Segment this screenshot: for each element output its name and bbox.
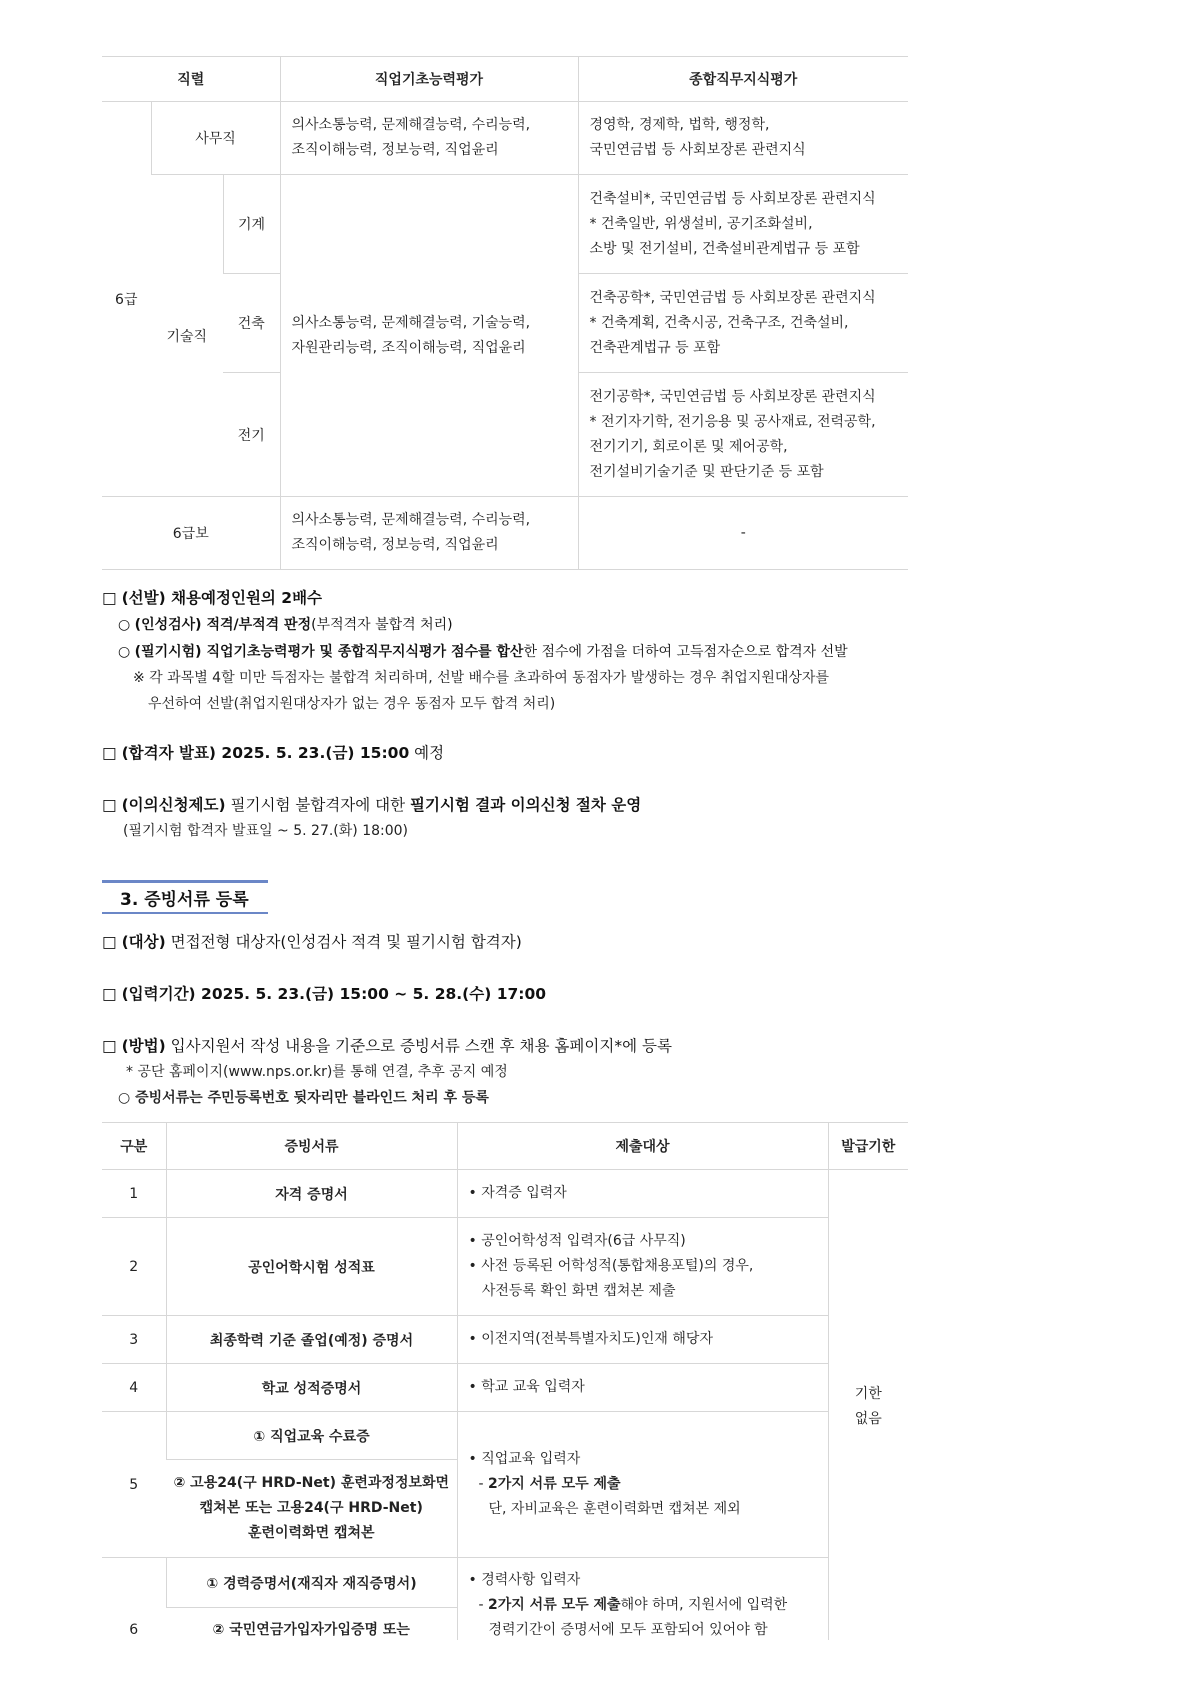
row4-target: • 학교 교육 입력자 xyxy=(457,1364,828,1412)
tech-architecture-knowledge: 건축공학*, 국민연금법 등 사회보장론 관련지식 * 건축계획, 건축시공, 건축구조, 건축설비, 건축관계법규 등 포함 xyxy=(578,274,908,373)
exam-subjects-table xyxy=(102,56,908,570)
tech-electrical-knowledge: 전기공학*, 국민연금법 등 사회보장론 관련지식 * 전기자기학, 전기응용 및 공사재료, 전력공학, 전기기기, 회로이론 및 제어공학, 전기설비기술기준 및 판단기준 등 포함 xyxy=(578,373,908,497)
header-document: 증빙서류 xyxy=(166,1123,457,1170)
selection-item-written: ○ (필기시험) 직업기초능력평가 및 종합직무지식평가 점수를 합산한 점수에 가점을 더하여 고득점자순으로 합격자 선발 xyxy=(118,644,848,660)
tech-job-cell: 기술직 xyxy=(151,175,223,497)
period-line: □ (입력기간) 2025. 5. 23.(금) 15:00 ~ 5. 28.(수) 17:00 xyxy=(102,985,547,1003)
tech-mechanical-cell: 기계 xyxy=(223,175,280,274)
header-job-series: 직렬 xyxy=(102,57,280,102)
row6-target: • 경력사항 입력자 - 2가지 서류 모두 제출해야 하며, 지원서에 입력한 경력기간이 증명서에 모두 포함되어 있어야 함 xyxy=(457,1558,828,1644)
office-job-cell: 사무직 xyxy=(151,102,280,175)
tech-basic-cell: 의사소통능력, 문제해결능력, 기술능력, 자원관리능력, 조직이해능력, 직업윤리 xyxy=(280,175,578,497)
objection-line: □ (이의신청제도) 필기시험 불합격자에 대한 필기시험 결과 이의신청 절차 운영 xyxy=(102,796,642,814)
row1-no: 1 xyxy=(102,1170,166,1218)
row4-no: 4 xyxy=(102,1364,166,1412)
grade6b-knowledge-cell: - xyxy=(578,497,908,570)
row4-doc: 학교 성적증명서 xyxy=(166,1364,457,1412)
grade6b-cell: 6급보 xyxy=(102,497,280,570)
row3-doc: 최종학력 기준 졸업(예정) 증명서 xyxy=(166,1316,457,1364)
row5-no: 5 xyxy=(102,1412,166,1558)
row6-doc2: ② 국민연금가입자가입증명 또는 xyxy=(166,1608,457,1644)
method-line: □ (방법) 입사지원서 작성 내용을 기준으로 증빙서류 스캔 후 채용 홈페이지*에 등록 xyxy=(102,1037,672,1055)
row3-target: • 이전지역(전북특별자치도)인재 해당자 xyxy=(457,1316,828,1364)
tech-architecture-cell: 건축 xyxy=(223,274,280,373)
header-deadline: 발급기한 xyxy=(828,1123,908,1170)
deadline-cell: 기한 없음 xyxy=(828,1170,908,1644)
page-bottom-margin xyxy=(0,1640,1190,1684)
section3-heading: 3. 증빙서류 등록 xyxy=(102,880,268,914)
row5-target: • 직업교육 입력자 - 2가지 서류 모두 제출 단, 자비교육은 훈련이력화면 캡쳐본 제외 xyxy=(457,1412,828,1558)
header-target: 제출대상 xyxy=(457,1123,828,1170)
objection-note: (필기시험 합격자 발표일 ~ 5. 27.(화) 18:00) xyxy=(123,823,409,839)
target-line: □ (대상) 면접전형 대상자(인성검사 적격 및 필기시험 합격자) xyxy=(102,933,522,951)
row5-doc2: ② 고용24(구 HRD-Net) 훈련과정정보화면 캡쳐본 또는 고용24(구 HRD-Net) 훈련이력화면 캡쳐본 xyxy=(166,1460,457,1558)
row1-doc: 자격 증명서 xyxy=(166,1170,457,1218)
header-job-knowledge: 종합직무지식평가 xyxy=(578,57,908,102)
office-basic-cell: 의사소통능력, 문제해결능력, 수리능력, 조직이해능력, 정보능력, 직업윤리 xyxy=(280,102,578,175)
grade6b-basic-cell: 의사소통능력, 문제해결능력, 수리능력, 조직이해능력, 정보능력, 직업윤리 xyxy=(280,497,578,570)
row1-target: • 자격증 입력자 xyxy=(457,1170,828,1218)
row2-no: 2 xyxy=(102,1218,166,1316)
tech-mechanical-knowledge: 건축설비*, 국민연금법 등 사회보장론 관련지식 * 건축일반, 위생설비, 공기조화설비, 소방 및 전기설비, 건축설비관계법규 등 포함 xyxy=(578,175,908,274)
selection-title: □ (선발) 채용예정인원의 2배수 xyxy=(102,589,323,607)
method-note: * 공단 홈페이지(www.nps.or.kr)를 통해 연결, 추후 공지 예정 xyxy=(126,1064,508,1080)
row6-no: 6 xyxy=(102,1558,166,1644)
documents-table xyxy=(102,1122,908,1644)
method-item: ○ 증빙서류는 주민등록번호 뒷자리만 블라인드 처리 후 등록 xyxy=(118,1090,489,1106)
row6-doc1: ① 경력증명서(재직자 재직증명서) xyxy=(166,1558,457,1608)
row2-target: • 공인어학성적 입력자(6급 사무직) • 사전 등록된 어학성적(통합채용포털)의 경우, 사전등록 확인 화면 캡쳐본 제출 xyxy=(457,1218,828,1316)
grade6-cell: 6급 xyxy=(102,102,151,497)
selection-item-personality: ○ (인성검사) 적격/부적격 판정(부적격자 불합격 처리) xyxy=(118,617,453,633)
header-no: 구분 xyxy=(102,1123,166,1170)
selection-note: ※ 각 과목별 4할 미만 득점자는 불합격 처리하며, 선발 배수를 초과하여 동점자가 발생하는 경우 취업지원대상자를 xyxy=(133,670,829,686)
office-knowledge-cell: 경영학, 경제학, 법학, 행정학, 국민연금법 등 사회보장론 관련지식 xyxy=(578,102,908,175)
tech-electrical-cell: 전기 xyxy=(223,373,280,497)
row2-doc: 공인어학시험 성적표 xyxy=(166,1218,457,1316)
announce-line: □ (합격자 발표) 2025. 5. 23.(금) 15:00 예정 xyxy=(102,744,445,762)
header-basic-ability: 직업기초능력평가 xyxy=(280,57,578,102)
selection-note-cont: 우선하여 선발(취업지원대상자가 없는 경우 동점자 모두 합격 처리) xyxy=(148,696,556,712)
row5-doc1: ① 직업교육 수료증 xyxy=(166,1412,457,1460)
row3-no: 3 xyxy=(102,1316,166,1364)
